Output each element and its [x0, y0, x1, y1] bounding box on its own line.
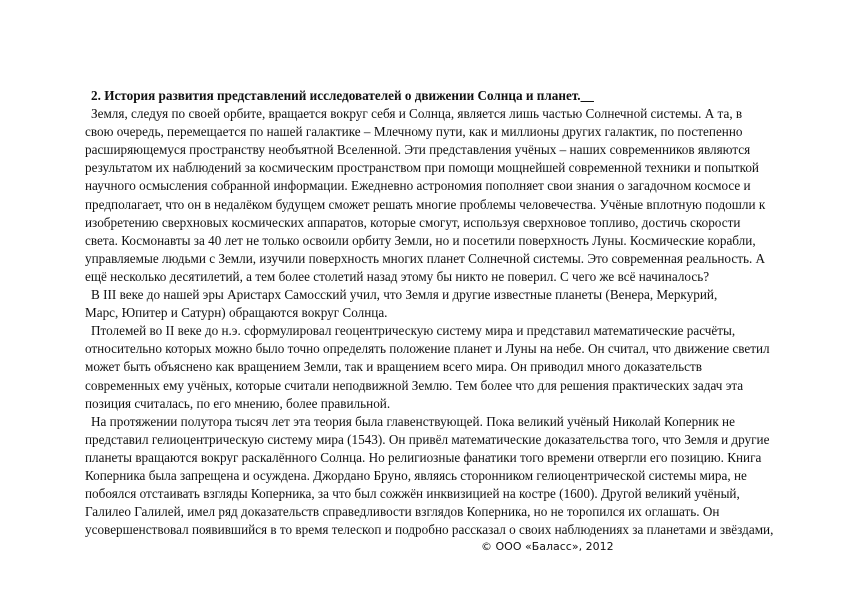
text-line: На протяжении полутора тысяч лет эта теория была главенствующей. Пока великий учёный Николай Коперник не — [91, 413, 735, 429]
text-line: позиция считалась, по его мнению, более правильной. — [85, 395, 391, 411]
text-line: Птолемей во II веке до н.э. сформулировал геоцентрическую систему мира и представил математические расчёты, — [91, 323, 736, 339]
text-line: В III веке до нашей эры Аристарх Самосский учил, что Земля и другие известные планеты (Венера, Меркурий, — [91, 287, 718, 303]
text-line: свою очередь, перемещается по нашей галактике – Млечному пути, как и миллионы других галактик, по постепенно — [85, 124, 743, 140]
paragraphs — [85, 105, 774, 539]
text-line: научного осмысления собранной информации. Ежедневно астрономия пополняет свои знания о загадочном космосе и — [85, 178, 751, 194]
paragraph — [85, 322, 770, 412]
document-body — [85, 87, 774, 539]
text-line: усовершенствовал появившийся в то время телескоп и подробно рассказал о своих наблюдениях за планетами и звёздами, — [85, 522, 774, 538]
text-line: современных ему учёных, которые считали неподвижной Землю. Тем более что для решения практических задач эта — [85, 377, 744, 393]
text-line: может быть объяснено как вращением Земли, так и вращением всего мира. Он приводил много доказательств — [85, 359, 703, 375]
text-line: предполагает, что он в недалёком будущем сможет решать многие проблемы человечества. Учёные вплотную подошли к — [85, 196, 766, 212]
text-line: результатом их наблюдений за космическим пространством при помощи мощнейшей современной техники и попыткой — [85, 160, 759, 176]
paragraph — [85, 105, 765, 286]
text-line: Марс, Юпитер и Сатурн) обращаются вокруг Солнца. — [85, 305, 388, 321]
text-line: расширяющемуся пространству необъятной Вселенной. Эти представления учёных – наших современников являются — [85, 142, 751, 158]
paragraph — [85, 286, 765, 322]
section-heading-text: 2. История развития представлений исследователей о движении Солнца и планет. — [91, 88, 581, 103]
text-line: планеты вращаются вокруг раскалённого Солнца. Но религиозные фанатики того времени отвергли его позицию. Книга — [85, 449, 762, 465]
text-line: ещё несколько десятилетий, а тем более столетий назад этому бы никто не поверил. С чего же всё начиналось? — [85, 268, 710, 284]
section-heading-underline: __ — [580, 88, 594, 103]
text-line: света. Космонавты за 40 лет не только освоили орбиту Земли, но и посетили поверхность Луны. Космические корабли, — [85, 232, 756, 248]
text-line: изобретению сверхновых космических аппаратов, которые смогут, используя сверхновое топливо, достичь скорости — [85, 214, 741, 230]
paragraph — [85, 413, 774, 540]
text-line: представил гелиоцентрическую систему мира (1543). Он привёл математические доказательства того, что Земля и другие — [85, 431, 770, 447]
text-line: Коперника была запрещена и осуждена. Джордано Бруно, являясь сторонником гелиоцентрической системы мира, не — [85, 467, 747, 483]
text-line: побоялся отстаивать взгляды Коперника, за что был сожжён инквизицией на костре (1600). Другой великий учёный, — [85, 486, 740, 502]
copyright-footer: © ООО «Баласс», 2012 — [481, 540, 614, 553]
text-line: относительно которых можно было точно определять положение планет и Луны на небе. Он считал, что движение светил — [85, 341, 770, 357]
text-line: Галилео Галилей, имел ряд доказательств справедливости взглядов Коперника, но не торопился их оглашать. Он — [85, 504, 720, 520]
text-line: управляемые людьми с Земли, изучили поверхность многих планет Солнечной системы. Это современная реальность. А — [85, 250, 766, 266]
section-heading — [85, 87, 765, 105]
text-line: Земля, следуя по своей орбите, вращается вокруг себя и Солнца, является лишь частью Солнечной системы. А та, в — [91, 106, 743, 122]
